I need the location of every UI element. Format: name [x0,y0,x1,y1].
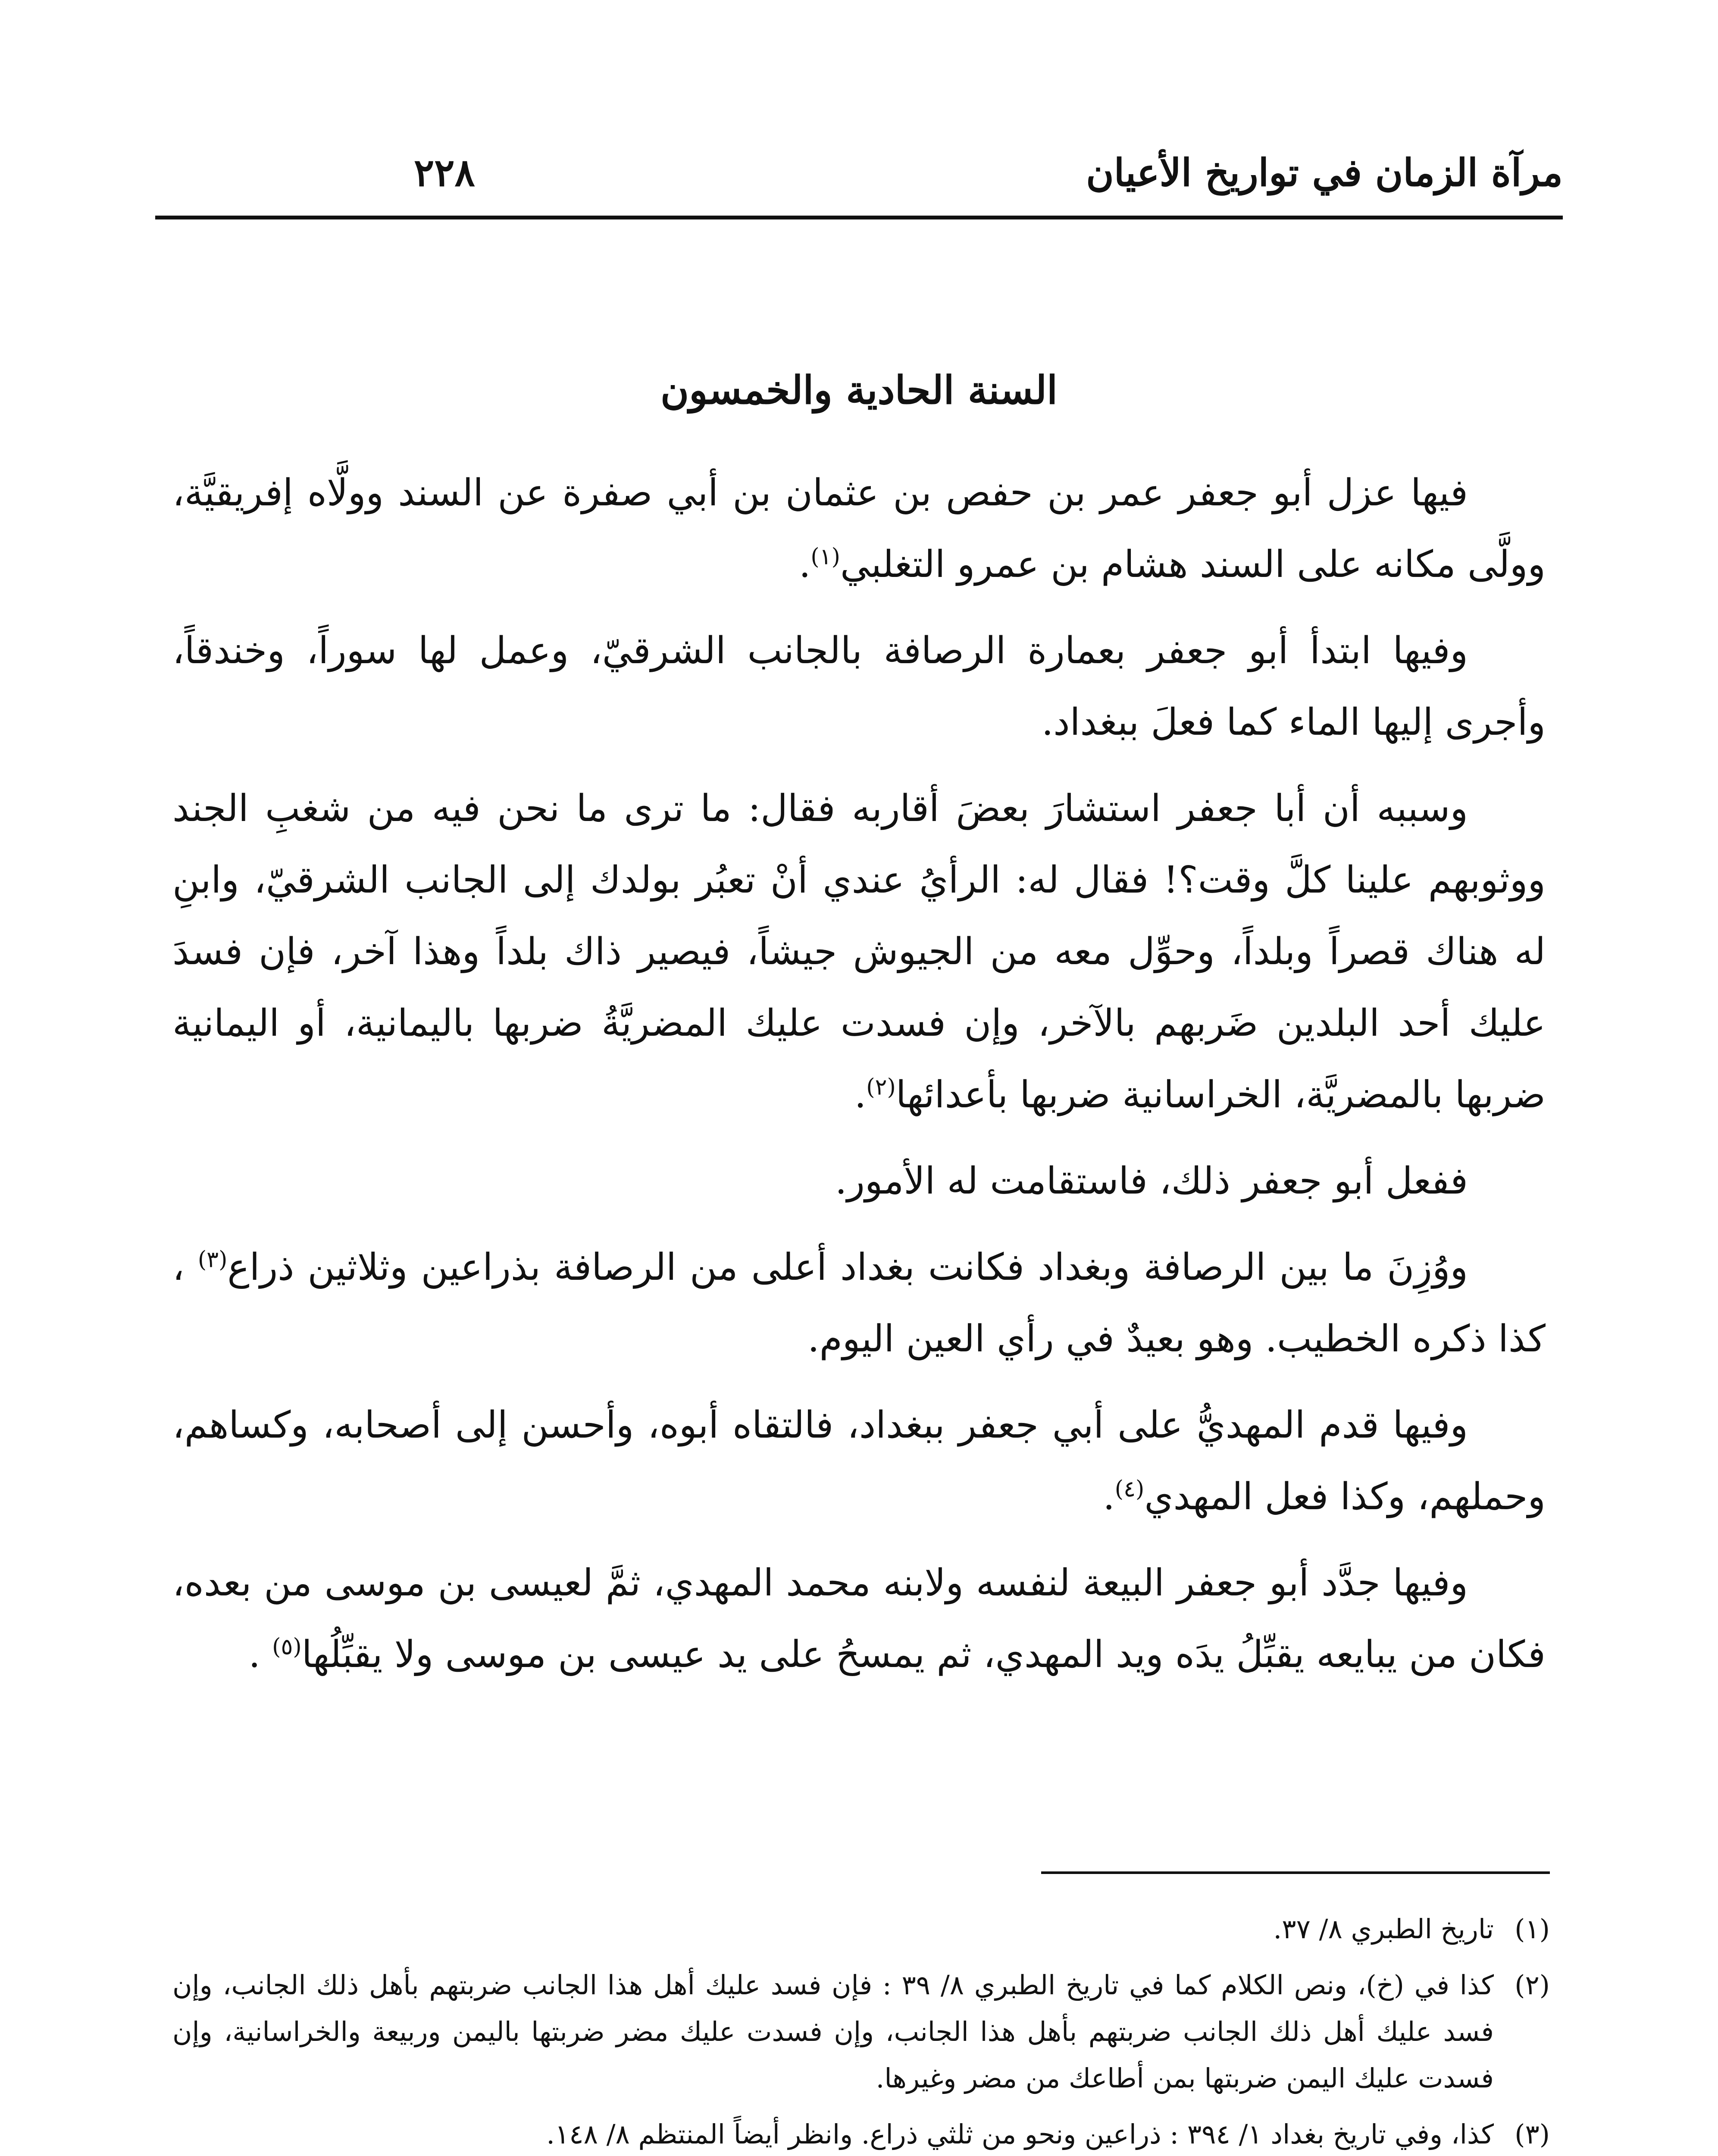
paragraph [172,1232,1546,1375]
paragraph [172,1547,1546,1690]
header-rule [155,216,1563,219]
paragraph-text: وفيها ابتدأ أبو جعفر بعمارة الرصافة بالجانب الشرقيّ، وعمل لها سوراً، وخندقاً، وأجرى إليها الماء كما فعلَ ببغداد. [172,629,1546,744]
footnote-number: (١) [1515,1913,1550,1945]
page-number: ٢٢٨ [414,150,475,195]
paragraph-text: وفيها جدَّد أبو جعفر البيعة لنفسه ولابنه محمد المهدي، ثمَّ لعيسى بن موسى من بعده، فكان من يبايعه يقبِّلُ يدَه ويد المهدي، ثم يمسحُ على يد عيسى بن موسى ولا يقبِّلُها [172,1561,1546,1676]
footnote [172,1962,1550,2102]
footnote-text: كذا في (خ)، ونص الكلام كما في تاريخ الطبري ٨/ ٣٩ : فإن فسد عليك أهل هذا الجانب ضربتهم بأهل ذلك الجانب، وإن فسد عليك أهل ذلك الجانب ضربتهم بأهل هذا الجانب، وإن فسدت عليك مضر ضربتها باليمن وربيعة والخراسانية، وإن فسدت عليك اليمن ضربتها بمن أطاعك من مضر وغيرها. [172,1969,1494,2094]
footnote [172,2111,1550,2156]
book-title: مرآة الزمان في تواريخ الأعيان [1086,150,1563,195]
paragraph-text: ففعل أبو جعفر ذلك، فاستقامت له الأمور. [835,1159,1468,1203]
paragraph-text: ووُزِنَ ما بين الرصافة وبغداد فكانت بغداد أعلى من الرصافة بذراعين وثلاثين ذراع [227,1246,1468,1289]
paragraph [172,773,1546,1131]
paragraph [172,1389,1546,1532]
paragraph-text: وفيها قدم المهديُّ على أبي جعفر ببغداد، فالتقاه أبوه، وأحسن إلى أصحابه، وكساهم، وحملهم، وكذا فعل المهدي [172,1404,1546,1518]
footnote-rule [1041,1871,1550,1874]
running-header [155,129,1563,216]
paragraph [172,457,1546,600]
footnote [172,1906,1550,1952]
main-text [172,457,1546,1705]
paragraph-text: فيها عزل أبو جعفر عمر بن حفص بن عثمان بن أبي صفرة عن السند وولَّاه إفريقيَّة، وولَّى مكانه على السند هشام بن عمرو التغلبي [172,471,1546,586]
footnote-number: (٢) [1515,1969,1550,2001]
paragraph-text: وسببه أن أبا جعفر استشارَ بعضَ أقاربه فقال: ما ترى ما نحن فيه من شغبِ الجند ووثوبهم علينا كلَّ وقت؟! فقال له: الرأيُ عندي أنْ تعبُر بولدك إلى الجانب الشرقيّ، وابنِ له هناك قصراً وبلداً، وحوِّل معه من الجيوش جيشاً، فيصير ذاك بلداً وهذا آخر، فإن فسدَ عليك أحد البلدين ضَربهم بالآخر، وإن فسدت عليك المضريَّةُ ضربها باليمانية، أو اليمانية ضربها بالمضريَّة، الخراسانية ضربها بأعدائها [172,787,1546,1116]
footnote-text: تاريخ الطبري ٨/ ٣٧. [1273,1913,1494,1945]
footnote-ref[interactable]: (٤) [1114,1476,1145,1502]
footnote-ref[interactable]: (٥) [272,1634,302,1660]
footnote-number: (٣) [1515,2118,1550,2150]
section-title: السنة الحادية والخمسون [660,367,1058,413]
paragraph-tail: . [248,1633,272,1676]
footnote-ref[interactable]: (٣) [197,1247,228,1273]
footnotes [172,1906,1550,2156]
paragraph-tail: . [1103,1475,1115,1518]
paragraph-tail: ، كذا ذكره الخطيب. وهو بعيدٌ في رأي العين اليوم. [172,1246,1546,1360]
footnote-text: كذا، وفي تاريخ بغداد ١/ ٣٩٤ : ذراعين ونحو من ثلثي ذراع. وانظر أيضاً المنتظم ٨/ ١٤٨. [546,2118,1494,2150]
paragraph-tail: . [799,543,811,586]
footnote-ref[interactable]: (١) [810,544,840,570]
paragraph [172,1145,1546,1217]
paragraph-tail: . [854,1073,867,1116]
paragraph [172,615,1546,758]
footnote-ref[interactable]: (٢) [866,1074,896,1100]
